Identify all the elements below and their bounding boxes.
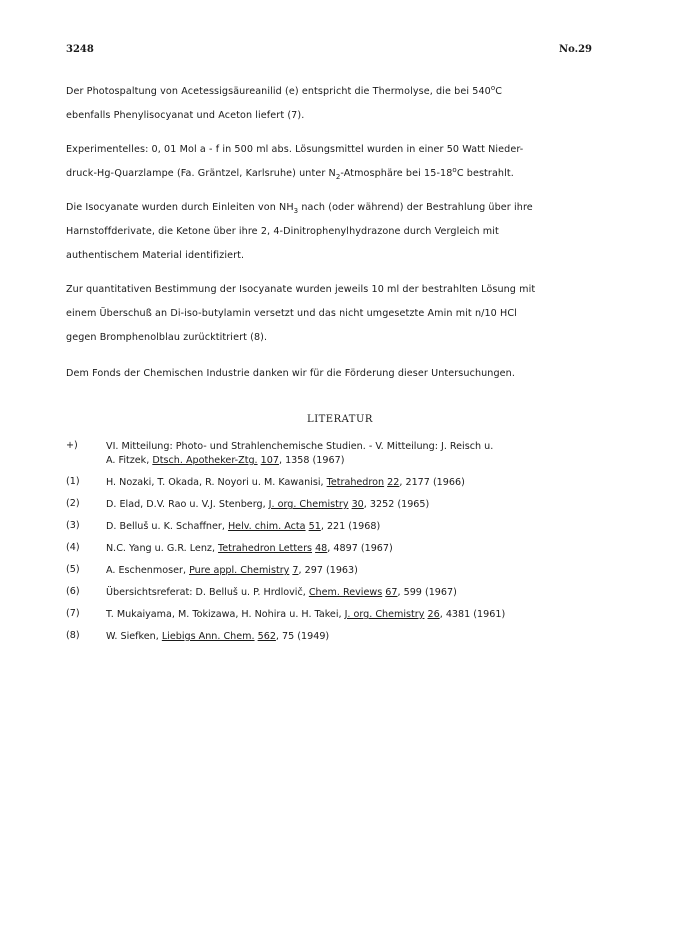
journal-name: Tetrahedron — [326, 477, 385, 488]
journal-name: Helv. chim. Acta — [227, 521, 306, 532]
volume: 26 — [427, 609, 440, 620]
journal-name: Chem. Reviews — [308, 587, 383, 598]
volume: 562 — [257, 631, 276, 642]
reference-item — [66, 586, 626, 608]
paragraph-line: einem Überschuß an Di-iso-butylamin versetzt und das nicht umgesetzte Amin mit n/10 HCl — [66, 308, 517, 319]
reference-list — [66, 440, 626, 652]
reference-text: VI. Mitteilung: Photo- und Strahlenchemische Studien. - V. Mitteilung: J. Reisch u. A. Fitzek, Dtsch. Apotheker-Ztg. 107, 1358 (1967) — [106, 441, 494, 466]
reference-text: D. Belluš u. K. Schaffner, Helv. chim. Acta 51, 221 (1968) — [106, 521, 381, 532]
reference-item — [66, 498, 626, 520]
reference-number: (7) — [66, 608, 80, 619]
paragraph-line: Zur quantitativen Bestimmung der Isocyanate wurden jeweils 10 ml der bestrahlten Lösung mit — [66, 284, 536, 295]
reference-item — [66, 476, 626, 498]
volume: 22 — [387, 477, 400, 488]
reference-text: W. Siefken, Liebigs Ann. Chem. 562, 75 (1949) — [106, 631, 330, 642]
reference-text: A. Eschenmoser, Pure appl. Chemistry 7, 297 (1963) — [106, 565, 358, 576]
page-number: 3248 — [66, 44, 94, 55]
paragraph-line: gegen Bromphenolblau zurücktitriert (8). — [66, 332, 268, 343]
reference-number: +) — [66, 440, 78, 451]
reference-number: (2) — [66, 498, 80, 509]
reference-item — [66, 630, 626, 652]
journal-name: Dtsch. Apotheker-Ztg. — [152, 455, 258, 466]
paragraph-identification — [66, 196, 626, 268]
volume: 30 — [351, 499, 364, 510]
reference-item — [66, 608, 626, 630]
volume: 67 — [385, 587, 398, 598]
reference-text: H. Nozaki, T. Okada, R. Noyori u. M. Kawanisi, Tetrahedron 22, 2177 (1966) — [106, 477, 465, 488]
reference-text: N.C. Yang u. G.R. Lenz, Tetrahedron Letters 48, 4897 (1967) — [106, 543, 393, 554]
reference-number: (1) — [66, 476, 80, 487]
reference-number: (6) — [66, 586, 80, 597]
literature-title: LITERATUR — [307, 414, 373, 425]
paragraph-acknowledgement: Dem Fonds der Chemischen Industrie danken wir für die Förderung dieser Untersuchungen. — [66, 368, 516, 379]
volume: 7 — [292, 565, 299, 576]
journal-name: J. org. Chemistry — [268, 499, 349, 510]
paragraph-line: ebenfalls Phenylisocyanat und Aceton liefert (7). — [66, 110, 305, 121]
reference-item — [66, 440, 626, 476]
paragraph-line: Harnstoffderivate, die Ketone über ihre 2, 4-Dinitrophenylhydrazone durch Vergleich mit — [66, 226, 499, 237]
reference-item — [66, 564, 626, 586]
reference-number: (8) — [66, 630, 80, 641]
reference-item — [66, 520, 626, 542]
reference-text: T. Mukaiyama, M. Tokizawa, H. Nohira u. H. Takei, J. org. Chemistry 26, 4381 (1961) — [106, 609, 506, 620]
paragraph-line: Der Photospaltung von Acetessigsäureanilid (e) entspricht die Thermolyse, die bei 540$^o$C — [66, 83, 503, 97]
journal-name: Tetrahedron Letters — [218, 543, 313, 554]
paragraph-line: Experimentelles: 0, 01 Mol a - f in 500 ml abs. Lösungsmittel wurden in einer 50 Watt Nieder- — [66, 144, 524, 155]
reference-number: (5) — [66, 564, 80, 575]
volume: 51 — [308, 521, 321, 532]
journal-name: Liebigs Ann. Chem. — [161, 631, 255, 642]
paragraph-experimental — [66, 138, 626, 186]
reference-text: D. Elad, D.V. Rao u. V.J. Stenberg, J. org. Chemistry 30, 3252 (1965) — [106, 499, 430, 510]
volume: 107 — [260, 455, 279, 466]
reference-item — [66, 542, 626, 564]
volume: 48 — [315, 543, 328, 554]
paragraph-line: Die Isocyanate wurden durch Einleiten von $NH_3$ nach (oder während) der Bestrahlung über ihre — [66, 202, 533, 215]
reference-number: (4) — [66, 542, 80, 553]
paragraph-line: druck-Hg-Quarzlampe (Fa. Gräntzel, Karlsruhe) unter $N_2$-Atmosphäre bei 15-18$^o$C bestrahlt. — [66, 165, 514, 181]
paragraph-line: authentischem Material identifiziert. — [66, 250, 245, 261]
paragraph-photolysis — [66, 80, 626, 128]
journal-name: Pure appl. Chemistry — [189, 565, 290, 576]
issue-number: No.29 — [558, 44, 592, 55]
reference-text: Übersichtsreferat: D. Belluš u. P. Hrdlovič, Chem. Reviews 67, 599 (1967) — [106, 587, 457, 598]
paragraph-quantitative — [66, 278, 626, 350]
journal-name: J. org. Chemistry — [344, 609, 425, 620]
reference-number: (3) — [66, 520, 80, 531]
